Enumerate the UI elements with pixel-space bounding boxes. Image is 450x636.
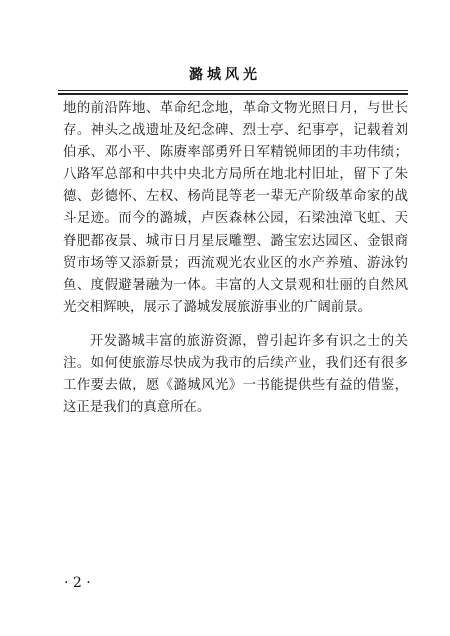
header-rule-thin (58, 90, 408, 91)
running-header-title: 潞城风光 (189, 67, 261, 83)
header-rule-thick (58, 93, 408, 95)
paragraph-continued: 地的前沿阵地、革命纪念地，革命文物光照日月，与世长存。神头之战遗址及纪念碑、烈士亭、纪事亭，记载着刘伯承、邓小平、陈赓率部勇歼日军精锐师团的丰功伟绩；八路军总部和中共中央北方局所在地北村旧址，留下了朱德、彭德怀、左权、杨尚昆等老一辈无产阶级革命家的战斗足迹。而今的潞城，卢医森林公园，石梁浊漳飞虹、天脊肥都夜景、城市日月星辰雕塑、潞宝宏达园区、金银商贸市场等又添新景；西流观光农业区的水产养殖、游泳钓鱼、度假避暑融为一体。丰富的人文景观和壮丽的自然风光交相辉映，展示了潞城发展旅游事业的广阔前景。 (63, 101, 408, 315)
body-text (63, 98, 408, 419)
paragraph-closing: 开发潞城丰富的旅游资源，曾引起许多有识之士的关注。如何使旅游尽快成为我市的后续产业，我们还有很多工作要去做，愿《潞城风光》一书能提供些有益的借鉴，这正是我们的真意所在。 (63, 333, 408, 416)
page-number: · 2 · (64, 575, 91, 591)
